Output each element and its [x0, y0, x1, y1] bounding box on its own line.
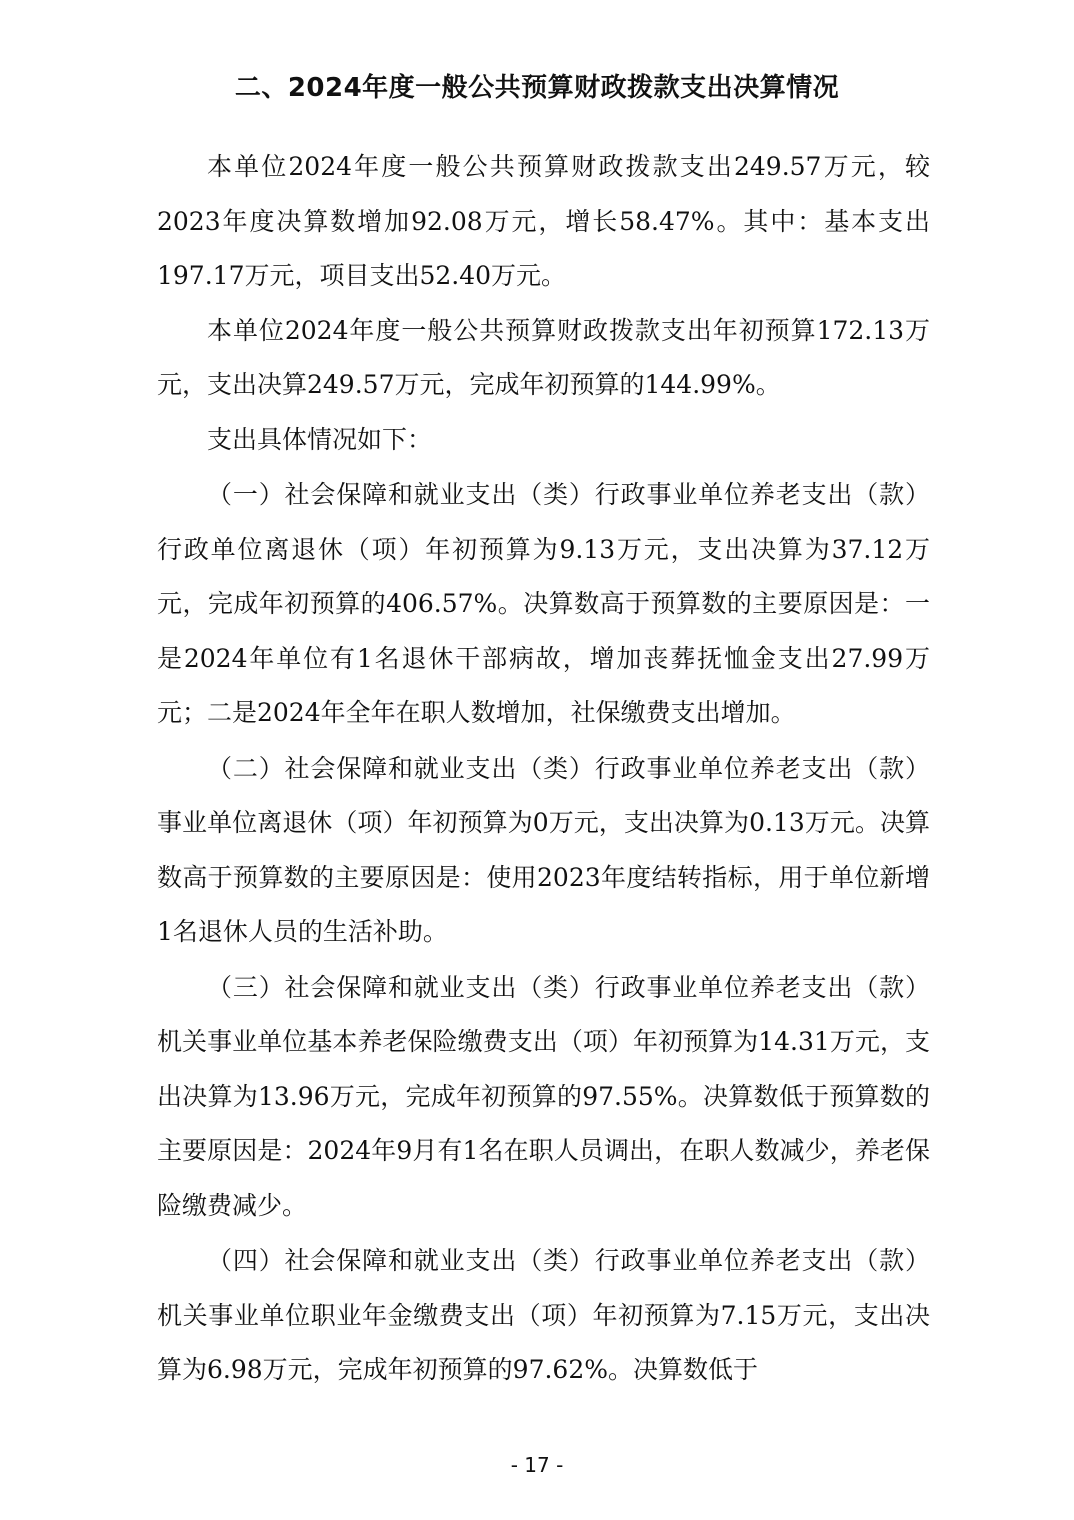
paragraph-item-3: （三）社会保障和就业支出（类）行政事业单位养老支出（款）机关事业单位基本养老保险缴费支出（项）年初预算为14.31万元，支出决算为13.96万元，完成年初预算的97.55%。决算数低于预算数的主要原因是：2024年9月有1名在职人员调出，在职人数减少，养老保险缴费减少。: [157, 972, 930, 1220]
paragraph-budget-completion: 本单位2024年度一般公共预算财政拨款支出年初预算172.13万元，支出决算249.57万元，完成年初预算的144.99%。: [157, 315, 930, 399]
paragraph-item-4: （四）社会保障和就业支出（类）行政事业单位养老支出（款）机关事业单位职业年金缴费支出（项）年初预算为7.15万元，支出决算为6.98万元，完成年初预算的97.62%。决算数低于: [157, 1246, 930, 1384]
paragraph-summary: 本单位2024年度一般公共预算财政拨款支出249.57万元，较2023年度决算数增加92.08万元，增长58.47%。其中：基本支出197.17万元，项目支出52.40万元。: [157, 152, 930, 290]
paragraph-item-1: （一）社会保障和就业支出（类）行政事业单位养老支出（款）行政单位离退休（项）年初预算为9.13万元，支出决算为37.12万元，完成年初预算的406.57%。决算数高于预算数的主要原因是：一是2024年单位有1名退休干部病故，增加丧葬抚恤金支出27.99万元；二是2024年全年在职人数增加，社保缴费支出增加。: [157, 480, 930, 727]
section-title: 二、2024年度一般公共预算财政拨款支出决算情况: [234, 73, 840, 103]
paragraph-item-2: （二）社会保障和就业支出（类）行政事业单位养老支出（款）事业单位离退休（项）年初预算为0万元，支出决算为0.13万元。决算数高于预算数的主要原因是：使用2023年度结转指标，用于单位新增1名退休人员的生活补助。: [157, 753, 930, 946]
page-number: - 17 -: [510, 1453, 564, 1477]
document-body: [157, 140, 930, 1398]
paragraph-details-intro: 支出具体情况如下：: [207, 424, 433, 454]
